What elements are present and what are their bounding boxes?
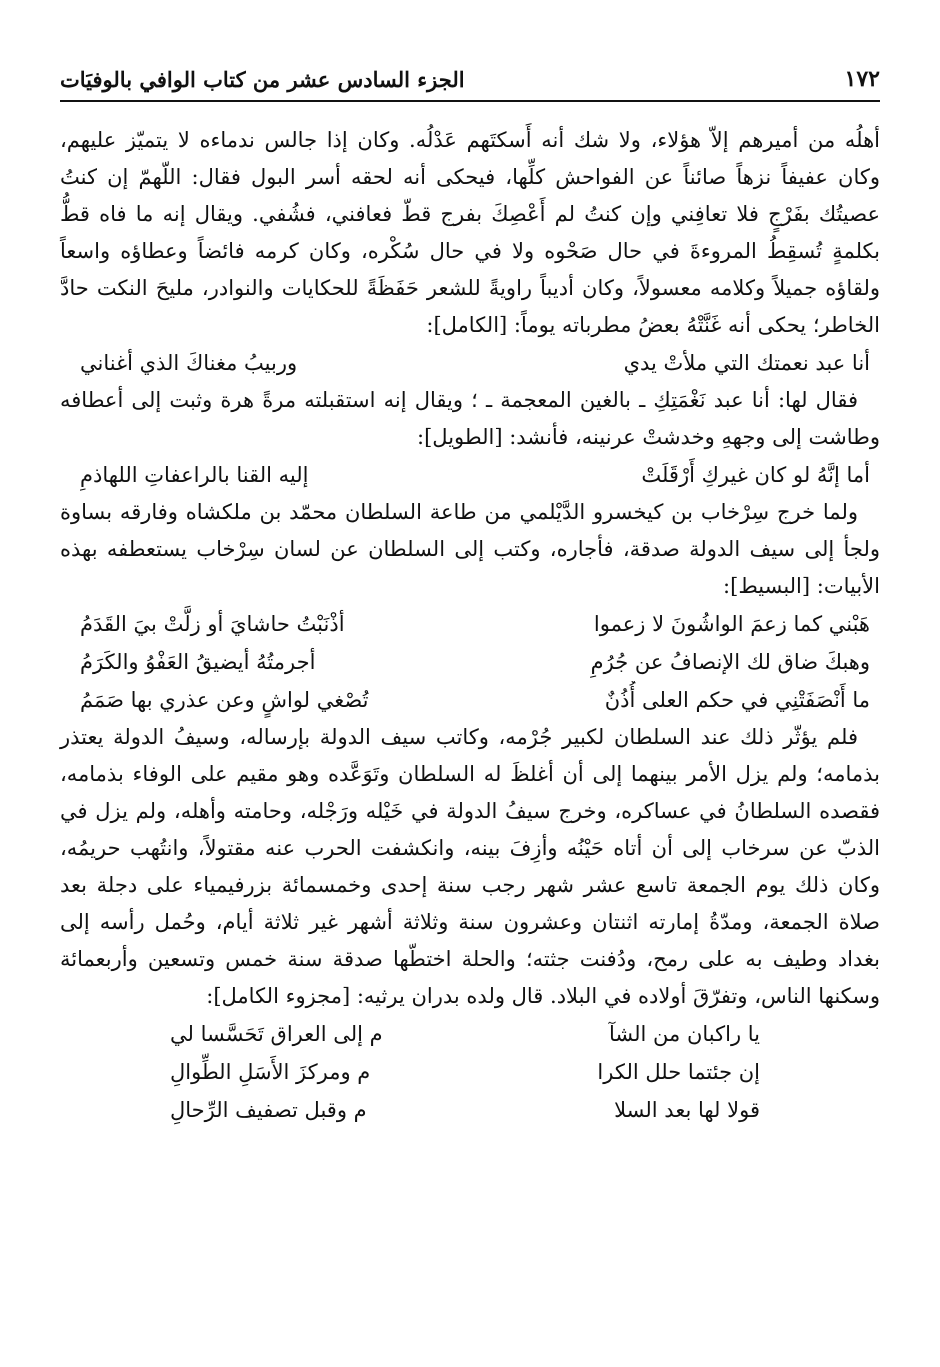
verse-first-hemistich: يا راكبان من الشآ — [609, 1022, 760, 1046]
header-title: الجزء السادس عشر من كتاب الوافي بالوفيَات — [60, 67, 465, 92]
verse-second-hemistich: إليه القنا بالراعفاتِ اللهاذمِ — [80, 463, 309, 487]
verse-first-hemistich: أنا عبد نعمتك التي ملأتْ يدي — [623, 351, 870, 375]
paragraph-2: فقال لها: أنا عبد نَغْمَتِكِ ـ بالغين المعجمة ـ ؛ ويقال إنه استقبلته مرةً هرة وثبت إلى أعطافه وطاشت إلى وجههِ وخدشتْ عرنينه، فأنشد: [الطويل]: — [60, 388, 880, 449]
verse-line — [60, 681, 880, 719]
verse-second-hemistich: وربيبُ مغناكَ الذي أغناني — [80, 351, 298, 375]
main-text — [60, 122, 880, 1129]
verse-second-hemistich: م ومركزَ الأَسَلِ الطِّوالِ — [170, 1060, 371, 1084]
verse-line — [60, 1015, 880, 1053]
verse-first-hemistich: هَبْني كما زعمَ الواشُونَ لا زعموا — [593, 612, 870, 636]
verse-second-hemistich: أجرمتُهُ أيضيقُ العَفْوُ والكَرَمُ — [80, 650, 316, 674]
verse-first-hemistich: وهبكَ ضاق لك الإنصافُ عن جُرُمِ — [590, 650, 870, 674]
verse-first-hemistich: قولا لها بعد السلا — [614, 1098, 760, 1122]
paragraph-1: أهلُه من أميرهم إلاّ هؤلاء، ولا شك أنه أَسكتَهم عَدْلُه. وكان إذا جالس ندماءه لا يتميّز عليهم، وكان عفيفاً نزهاً صائناً عن الفواحش كلِّها، فيحكى أنه لحقه أسر البول فقال: اللّهمّ إن كنتُ عصيتُك بفَرْجٍ فلا تعافِني وإن كنتُ لم أَعْصِكَ بفرج قطّ فعافني، فشُفي. ويقال إنه ما فاه قطُّ بكلمةٍ تُسقِطُ المروءةَ في حال صَحْوه ولا في حال سُكْره، وكان كرمه فائضاً وعطاؤه واسعاً ولقاؤه جميلاً وكلامه معسولاً، وكان أديباً راويةً للشعر حَفَظَةً للحكايات والنوادر، مليحَ النكت حادَّ الخاطر؛ يحكى أنه غَنَّتْهُ بعضُ مطرباته يوماً: [الكامل]: — [60, 128, 880, 337]
book-page — [60, 0, 880, 1367]
verse-line — [60, 605, 880, 643]
paragraph-3: ولما خرج سِرْخاب بن كيخسرو الدَّيْلمي من طاعة السلطان محمّد بن ملكشاه وفارقه بساوة ولجأ إلى سيف الدولة صدقة، فأجاره، وكتب إلى السلطان عن لسان سِرْخاب يستعطفه بهذه الأبيات: [البسيط]: — [60, 500, 880, 598]
verse-second-hemistich: م إلى العراق تَحَسَّسا لي — [170, 1022, 383, 1046]
verse-line — [60, 456, 880, 494]
verse-line — [60, 643, 880, 681]
header-rule — [60, 100, 880, 102]
page-number: ١٧٢ — [844, 66, 880, 92]
verse-second-hemistich: أذْنَبْتُ حاشايَ أو زلَّتْ بيَ القَدَمُ — [80, 612, 345, 636]
verse-first-hemistich: أما إنَّهُ لو كان غيركِ أَرْقَلَتْ — [641, 463, 870, 487]
verse-first-hemistich: إن جئتما حلل الكرا — [597, 1060, 760, 1084]
running-header — [60, 62, 880, 92]
verse-line — [60, 1091, 880, 1129]
verse-second-hemistich: تُصْغي لواشٍ وعن عذري بها صَمَمُ — [80, 688, 369, 712]
paragraph-4: فلم يؤثّر ذلك عند السلطان لكبير جُرْمه، وكاتب سيف الدولة بإرساله، وسيفُ الدولة يعتذر بذمامه؛ ولم يزل الأمر بينهما إلى أن أغلظَ له السلطان وتَوَعَّده وهو مقيم على الوفاء بذمامه، فقصده السلطانُ في عساكره، وخرج سيفُ الدولة في خَيْله ورَجْله، وحامته وأهله، ولم يزل في الذبّ عن سرخاب إلى أن أتاه حَيْنُه وأزِفَ بينه، وانكشفت الحرب عنه مقتولاً، وانتُهب حريمُه، وكان ذلك يوم الجمعة تاسع عشر شهر رجب سنة إحدى وخمسمائة بزرفيمياء على دجلة بعد صلاة الجمعة، ومدّةُ إمارته اثنتان وعشرون سنة وثلاثة أشهر غير ثلاثة أيام، وحُمل رأسه إلى بغداد وطيف به على رمح، ودُفنت جثته؛ والحلة اختطّها صدقة سنة خمس وتسعين وأربعمائة وسكنها الناس، وتفرّقَ أولاده في البلاد. قال ولده بدران يرثيه: [مجزوء الكامل]: — [60, 725, 880, 1008]
verse-line — [60, 344, 880, 382]
verse-first-hemistich: ما أَنْصَفَتْنِي في حكم العلى أُذُنٌ — [604, 688, 870, 712]
verse-second-hemistich: م وقبل تصفيف الرِّحالِ — [170, 1098, 367, 1122]
verse-line — [60, 1053, 880, 1091]
